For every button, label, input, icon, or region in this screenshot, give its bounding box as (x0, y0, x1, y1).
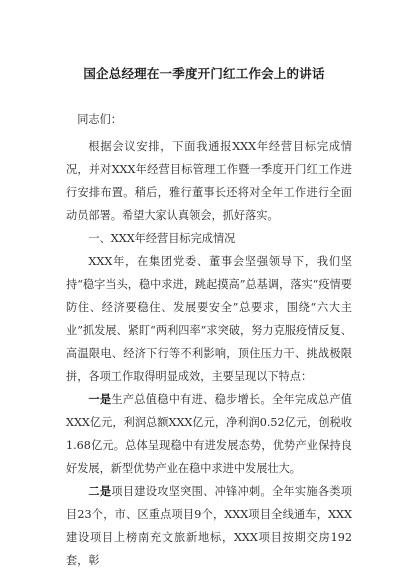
section-paragraph: XXX年，在集团党委、董事会坚强领导下，我们坚持“稳字当头，稳中求进，跳起摸高”总基调，落实“疫情要防住、经济要稳住、发展要安全”总要求，围绕“六大主业”抓发展、紧盯“两利四率”求突破，努力克服疫情反复、高温限电、经济下行等不利影响，顶住压力干、挑战极限拼，各项工作取得明显成效，主要呈现以下特点： (66, 255, 352, 383)
document-body (66, 108, 352, 572)
salutation: 同志们： (77, 113, 122, 126)
intro-paragraph: 根据会议安排，下面我通报XXX年经营目标完成情况，并对XXX年经营目标管理工作暨一季度开门红工作进行安排布置。稍后，雅行董事长还将对全年工作进行全面动员部署。希望大家认真领会，抓好落实。 (66, 140, 352, 222)
point-2-lead: 二是 (88, 485, 112, 498)
point-2-text: 项目建设攻坚突围、冲锋冲刺。全年实施各类项目23个，市、区重点项目9个，XXX项目全线通车，XXX建设项目上榜南充文旅新地标，XXX项目按期交房192套，彰 (66, 485, 352, 567)
point-1-text: 生产总值稳中有进、稳步增长。全年完成总产值XXX亿元，利润总额XXX亿元，净利润0.52亿元，创税收1.68亿元。总体呈现稳中有进发展态势，优势产业保持良好发展，新型优势产业在稳中求进中发展壮大。 (66, 393, 352, 475)
point-paragraph-1 (66, 388, 352, 480)
point-paragraph-2 (66, 480, 352, 572)
section-heading: 一、XXX年经营目标完成情况 (88, 232, 236, 245)
point-1-lead: 一是 (88, 393, 112, 406)
document-title: 国企总经理在一季度开门红工作会上的讲话 (83, 66, 325, 81)
